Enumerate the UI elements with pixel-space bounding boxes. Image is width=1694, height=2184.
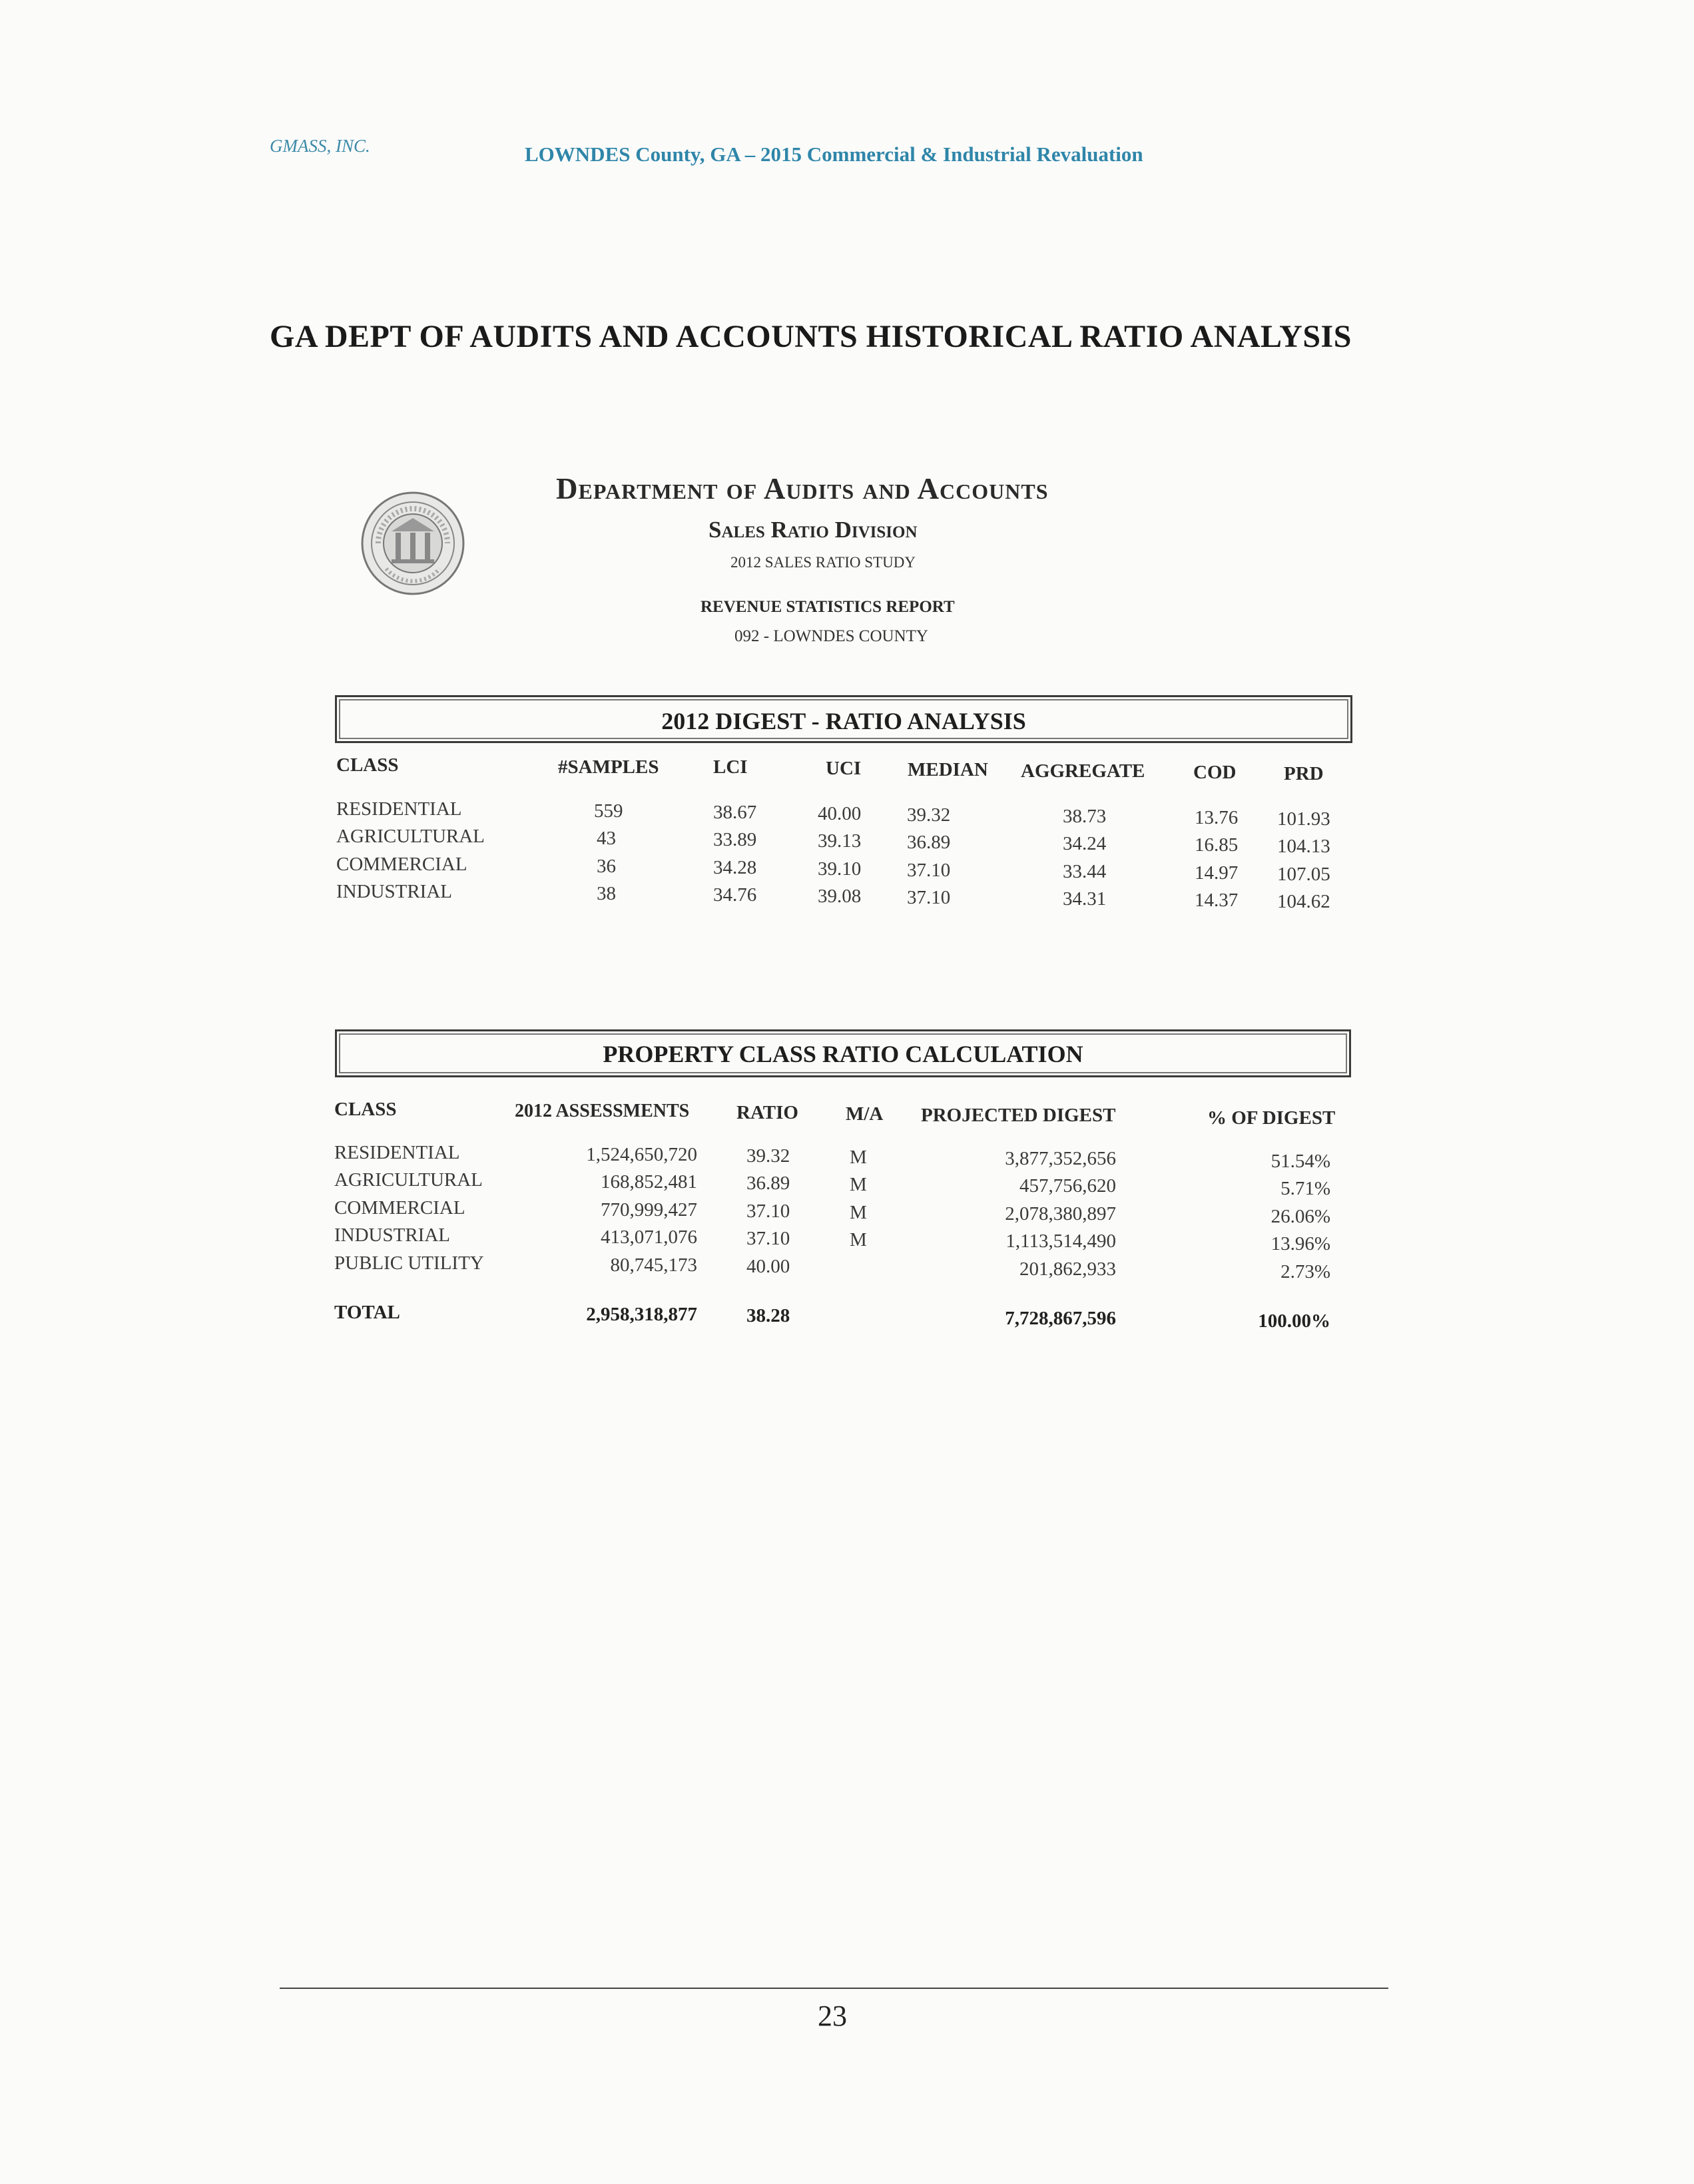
table-cell: 80,745,173: [610, 1254, 697, 1276]
table-cell: 36.89: [907, 832, 951, 853]
table-cell: AGRICULTURAL: [336, 826, 485, 847]
page-title: GA DEPT OF AUDITS AND ACCOUNTS HISTORICAL RATIO ANALYSIS: [270, 319, 1352, 354]
table-cell: 457,756,620: [1019, 1175, 1116, 1197]
header-title: LOWNDES County, GA – 2015 Commercial & Industrial Revaluation: [525, 142, 1143, 166]
column-header: % OF DIGEST: [1207, 1107, 1336, 1129]
table-cell: 39.08: [818, 886, 862, 907]
table-cell: M: [850, 1229, 867, 1250]
table-cell: 34.28: [713, 857, 757, 878]
table-cell: 13.76: [1195, 807, 1239, 828]
table-cell: 37.10: [907, 860, 951, 881]
table-cell: 33.89: [713, 829, 757, 850]
department-name: Department of Audits and Accounts: [556, 472, 1049, 505]
table-cell: 14.37: [1195, 890, 1239, 911]
column-header: MEDIAN: [908, 759, 988, 780]
column-header: RATIO: [736, 1102, 798, 1123]
table-cell: 36: [597, 856, 616, 877]
table-cell: 40.00: [818, 803, 862, 824]
table-cell: AGRICULTURAL: [334, 1169, 483, 1191]
header-company: GMASS, INC.: [270, 136, 370, 156]
total-label: TOTAL: [334, 1302, 400, 1323]
table-cell: 39.13: [818, 830, 862, 852]
table-cell: 38: [597, 883, 616, 904]
column-header: UCI: [826, 758, 862, 779]
table-cell: INDUSTRIAL: [334, 1225, 450, 1246]
column-header: COD: [1193, 762, 1237, 783]
table-cell: COMMERCIAL: [334, 1197, 465, 1219]
table-cell: 36.89: [746, 1173, 790, 1194]
table-cell: RESIDENTIAL: [336, 798, 462, 820]
table-cell: 104.13: [1277, 836, 1330, 857]
division-name: Sales Ratio Division: [708, 517, 918, 543]
column-header: 2012 ASSESSMENTS: [515, 1101, 690, 1121]
table-cell: 413,071,076: [601, 1227, 697, 1248]
table-cell: 101.93: [1277, 808, 1330, 830]
column-header: PRD: [1284, 763, 1324, 784]
column-header: CLASS: [334, 1099, 397, 1120]
table-cell: 34.31: [1063, 888, 1107, 910]
total-assessments: 2,958,318,877: [586, 1304, 697, 1325]
total-ratio: 38.28: [746, 1305, 790, 1326]
table-cell: 37.10: [907, 887, 951, 908]
table-cell: M: [850, 1174, 867, 1195]
table-cell: 38.67: [713, 802, 757, 823]
table-cell: 770,999,427: [601, 1199, 697, 1221]
table-cell: 51.54%: [1270, 1151, 1330, 1172]
table-cell: 201,862,933: [1019, 1258, 1116, 1280]
table-cell: 1,113,514,490: [1005, 1230, 1116, 1252]
column-header: AGGREGATE: [1021, 760, 1145, 782]
table-cell: 37.10: [746, 1201, 790, 1222]
total-projected-digest: 7,728,867,596: [1005, 1308, 1116, 1329]
table-cell: 559: [594, 800, 623, 822]
table-cell: 33.44: [1063, 861, 1107, 882]
table-cell: 104.62: [1277, 891, 1330, 912]
table-cell: 5.71%: [1280, 1178, 1330, 1199]
table-cell: 39.32: [907, 804, 951, 826]
column-header: CLASS: [336, 754, 399, 776]
column-header: M/A: [846, 1103, 884, 1125]
table-cell: 1,524,650,720: [586, 1144, 697, 1165]
column-header: LCI: [713, 756, 748, 778]
table-cell: 107.05: [1277, 864, 1330, 885]
study-name: 2012 SALES RATIO STUDY: [730, 554, 916, 571]
table-cell: COMMERCIAL: [336, 854, 467, 875]
table-cell: 34.76: [713, 884, 757, 906]
table-cell: 26.06%: [1270, 1206, 1330, 1227]
column-header: PROJECTED DIGEST: [921, 1105, 1116, 1126]
table-cell: 13.96%: [1270, 1233, 1330, 1254]
table-cell: 43: [597, 828, 616, 849]
table-cell: INDUSTRIAL: [336, 881, 452, 902]
table-cell: RESIDENTIAL: [334, 1142, 460, 1163]
footer-divider: [280, 1988, 1388, 1989]
table-cell: 14.97: [1195, 862, 1239, 884]
page-number: 23: [818, 2000, 847, 2032]
table-cell: 3,877,352,656: [1005, 1148, 1116, 1169]
table-cell: 2,078,380,897: [1005, 1203, 1116, 1225]
digest-ratio-title: 2012 DIGEST - RATIO ANALYSIS: [335, 695, 1352, 743]
property-class-title: PROPERTY CLASS RATIO CALCULATION: [335, 1029, 1351, 1077]
state-seal-icon: [360, 490, 466, 597]
table-cell: 168,852,481: [601, 1171, 697, 1193]
table-cell: 34.24: [1063, 833, 1107, 854]
table-cell: 2.73%: [1280, 1261, 1330, 1282]
total-percent: 100.00%: [1258, 1310, 1330, 1332]
table-cell: 37.10: [746, 1228, 790, 1249]
table-cell: 38.73: [1063, 806, 1107, 827]
table-cell: 16.85: [1195, 834, 1239, 856]
county-name: 092 - LOWNDES COUNTY: [734, 627, 928, 645]
table-cell: M: [850, 1202, 867, 1223]
table-cell: 39.32: [746, 1145, 790, 1167]
table-cell: 40.00: [746, 1256, 790, 1277]
table-cell: M: [850, 1147, 867, 1168]
report-name: REVENUE STATISTICS REPORT: [701, 598, 955, 616]
table-cell: 39.10: [818, 858, 862, 880]
column-header: #SAMPLES: [558, 756, 659, 778]
table-cell: PUBLIC UTILITY: [334, 1252, 484, 1274]
